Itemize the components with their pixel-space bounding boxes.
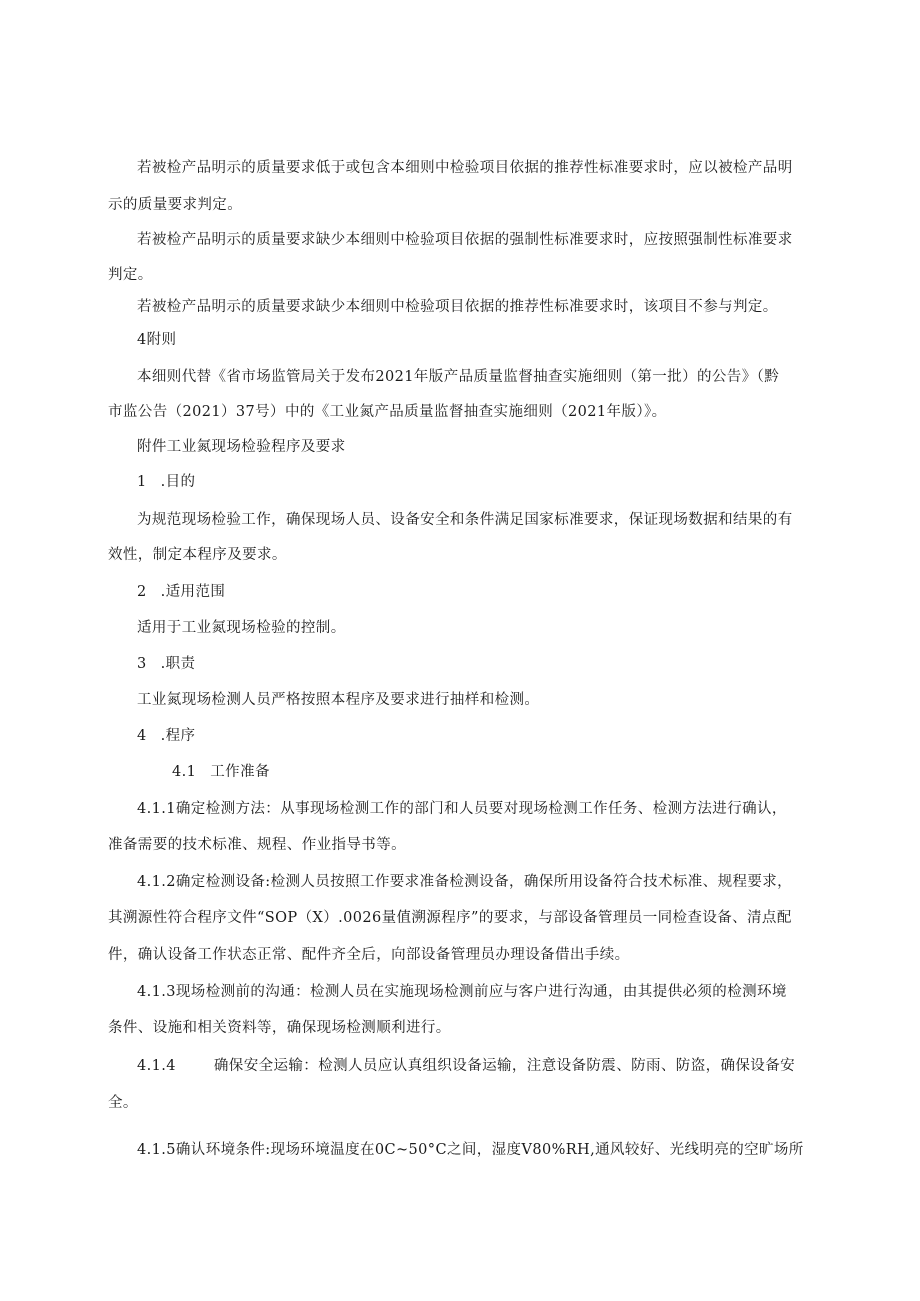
- paragraph-2-line-1: 若被检产品明示的质量要求缺少本细则中检验项目依据的强制性标准要求时，应按照强制性标准要求: [137, 232, 793, 248]
- section-4-1-2-line-1: 4.1.2确定检测设备:检测人员按照工作要求准备检测设备，确保所用设备符合技术标准、规程要求，: [137, 874, 793, 890]
- section-4-1-4-line-1: [137, 1056, 795, 1076]
- section-4-1-2-line-2: 其溯源性符合程序文件“SOP（X）.0026量值溯源程序”的要求，与部设备管理员一同检查设备、清点配: [108, 910, 792, 926]
- paragraph-1-line-1: 若被检产品明示的质量要求低于或包含本细则中检验项目依据的推荐性标准要求时，应以被检产品明: [137, 160, 793, 176]
- section-1-title: .目的: [160, 474, 196, 490]
- section-4-title: .程序: [160, 728, 196, 744]
- section-2-heading: [137, 582, 225, 602]
- section-4-program-heading: [137, 726, 195, 746]
- section-4-1-3-line-1: 4.1.3现场检测前的沟通：检测人员在实施现场检测前应与客户进行沟通，由其提供必须的检测环境: [137, 984, 787, 1000]
- section-4-1-2-line-3: 件，确认设备工作状态正常、配件齐全后，向部设备管理员办理设备借出手续。: [108, 947, 630, 963]
- section-4-1-1-line-2: 准备需要的技术标准、规程、作业指导书等。: [108, 837, 406, 853]
- annex-title: 附件工业氮现场检验程序及要求: [137, 439, 346, 455]
- section-2-line-1: 适用于工业氮现场检验的控制。: [137, 620, 346, 636]
- section-4-1-4-number: 4.1.4: [137, 1058, 176, 1074]
- section-1-line-2: 效性，制定本程序及要求。: [108, 547, 287, 563]
- section-4-heading: 4附则: [137, 332, 177, 348]
- paragraph-4-line-2: 市监公告（2021）37号）中的《工业氮产品质量监督抽查实施细则（2021年版）》。: [108, 404, 667, 420]
- paragraph-4-line-1: 本细则代替《省市场监管局关于发布2021年版产品质量监督抽查实施细则（第一批）的公告》（黔: [137, 369, 780, 385]
- section-4-number: 4: [137, 728, 147, 744]
- paragraph-3: 若被检产品明示的质量要求缺少本细则中检验项目依据的推荐性标准要求时，该项目不参与判定。: [137, 299, 778, 315]
- section-4-1-number: 4.1: [172, 764, 197, 780]
- section-3-number: 3: [137, 656, 147, 672]
- section-1-line-1: 为规范现场检验工作，确保现场人员、设备安全和条件满足国家标准要求，保证现场数据和结果的有: [137, 512, 793, 528]
- section-3-heading: [137, 654, 195, 674]
- section-1-number: 1: [137, 474, 147, 490]
- paragraph-1-line-2: 示的质量要求判定。: [108, 197, 243, 213]
- section-3-title: .职责: [160, 656, 196, 672]
- section-2-title: .适用范围: [160, 584, 226, 600]
- section-4-1-1-line-1: 4.1.1确定检测方法：从事现场检测工作的部门和人员要对现场检测工作任务、检测方法进行确认，: [137, 801, 787, 817]
- section-2-number: 2: [137, 584, 147, 600]
- paragraph-2-line-2: 判定。: [108, 267, 153, 283]
- section-4-1-5-line-1: 4.1.5确认环境条件:现场环境温度在0C~50°C之间，湿度V80%RH,通风较好、光线明亮的空旷场所: [137, 1142, 804, 1158]
- section-4-1-heading: [172, 762, 270, 782]
- section-4-1-title: 工作准备: [210, 764, 270, 780]
- section-4-1-3-line-2: 条件、设施和相关资料等，确保现场检测顺利进行。: [108, 1020, 451, 1036]
- section-3-line-1: 工业氮现场检测人员严格按照本程序及要求进行抽样和检测。: [137, 692, 540, 708]
- section-1-heading: [137, 472, 195, 492]
- section-4-1-4-text: 确保安全运输：检测人员应认真组织设备运输，注意设备防震、防雨、防盗，确保设备安: [213, 1058, 796, 1074]
- section-4-1-4-line-2: 全。: [108, 1095, 138, 1111]
